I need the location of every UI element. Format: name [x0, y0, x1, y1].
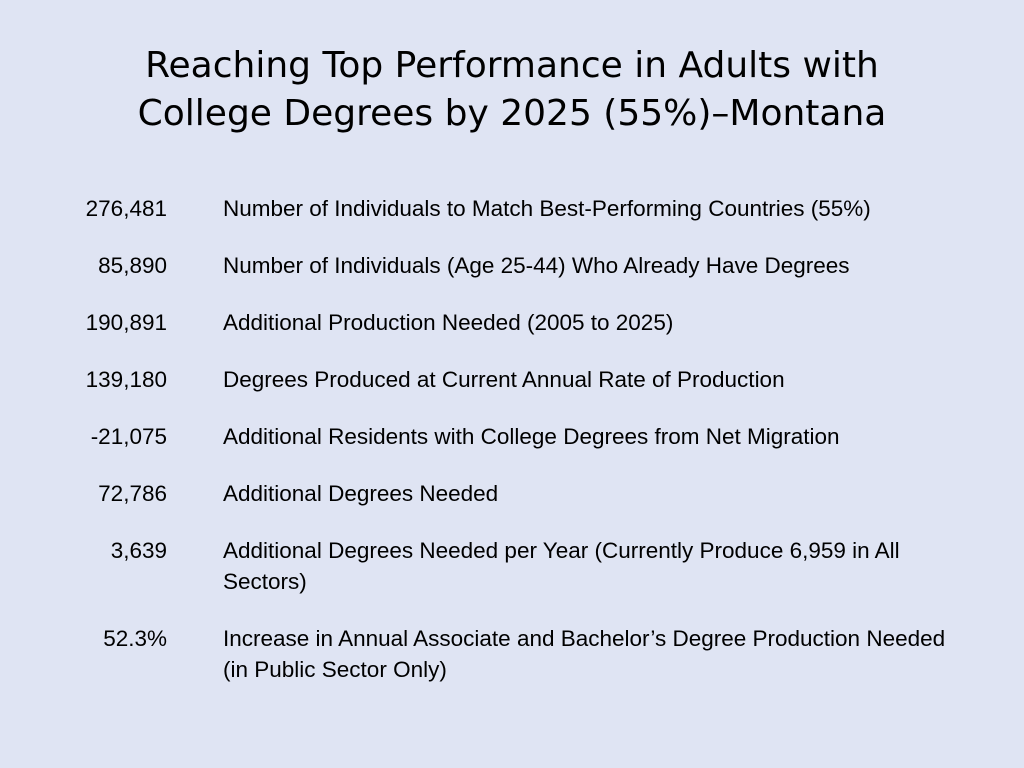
stat-row — [0, 421, 1024, 452]
stat-value: 139,180 — [85, 367, 167, 392]
stat-label: Number of Individuals (Age 25-44) Who Already Have Degrees — [223, 253, 850, 278]
stat-label: Additional Degrees Needed per Year (Currently Produce 6,959 in All Sectors) — [223, 538, 900, 594]
stat-label: Degrees Produced at Current Annual Rate of Production — [223, 367, 785, 392]
stat-label: Increase in Annual Associate and Bachelor’s Degree Production Needed (in Public Sector Only) — [223, 626, 946, 682]
stat-row — [0, 535, 1024, 597]
stat-label: Additional Residents with College Degrees from Net Migration — [223, 424, 840, 449]
stat-value: 72,786 — [98, 481, 167, 506]
stat-value: 190,891 — [85, 310, 167, 335]
slide-title — [40, 42, 984, 138]
stat-label: Additional Production Needed (2005 to 2025) — [223, 310, 674, 335]
stat-row — [0, 307, 1024, 338]
stat-value: 52.3% — [103, 626, 167, 651]
stat-label: Number of Individuals to Match Best-Performing Countries (55%) — [223, 196, 871, 221]
stat-row — [0, 250, 1024, 281]
stat-value: 3,639 — [110, 538, 167, 563]
stats-list — [0, 193, 1024, 711]
stat-row — [0, 478, 1024, 509]
stat-label: Additional Degrees Needed — [223, 481, 499, 506]
stat-value: 276,481 — [85, 196, 167, 221]
stat-value: -21,075 — [90, 424, 167, 449]
stat-row — [0, 193, 1024, 224]
stat-value: 85,890 — [98, 253, 167, 278]
stat-row — [0, 623, 1024, 685]
title-line-2: College Degrees by 2025 (55%)–Montana — [137, 93, 887, 134]
stat-row — [0, 364, 1024, 395]
title-line-1: Reaching Top Performance in Adults with — [145, 45, 879, 86]
